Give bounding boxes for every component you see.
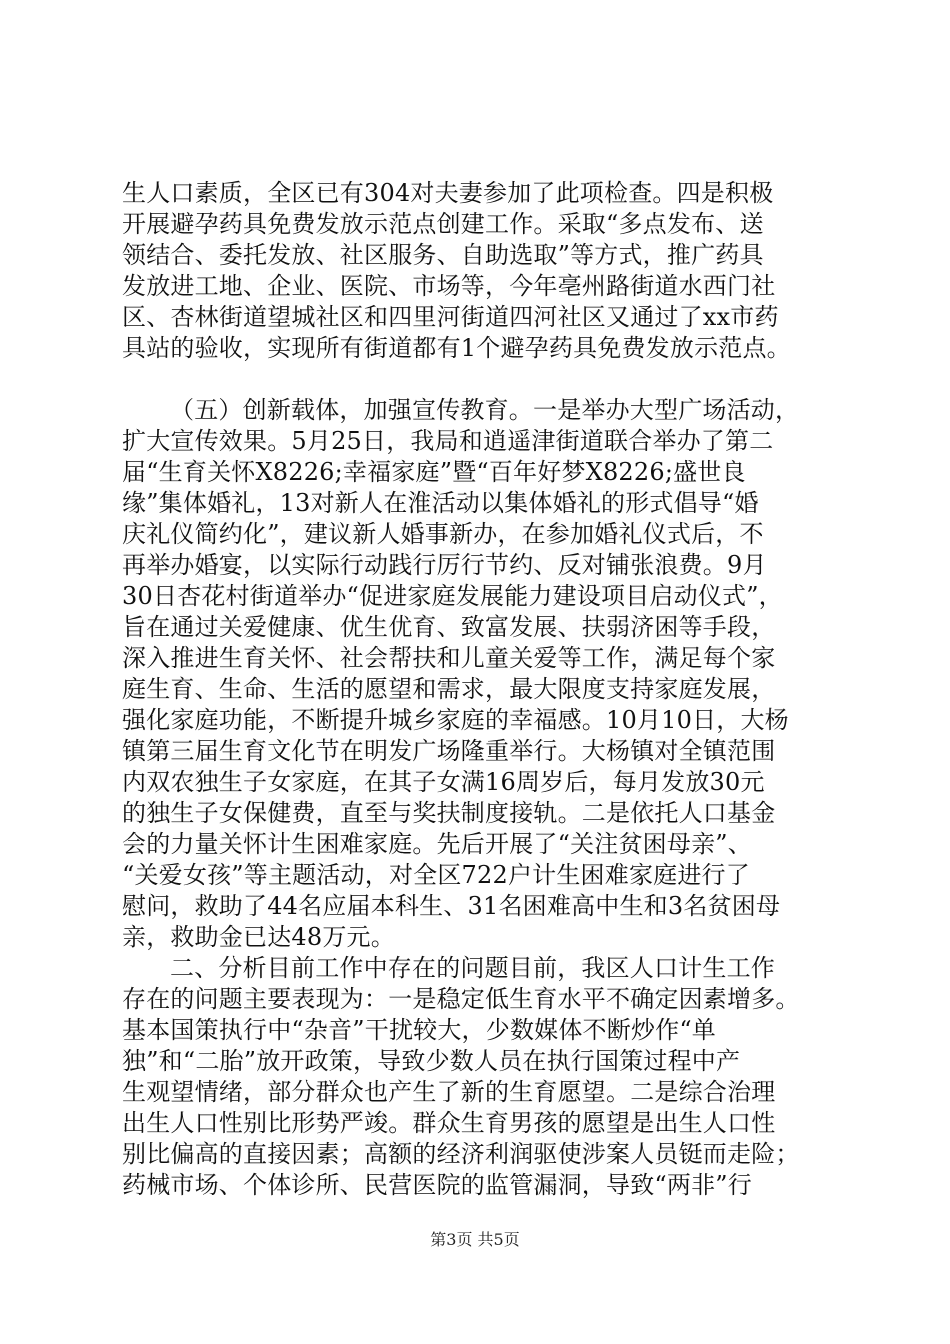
text-line: 30日杏花村街道举办“促进家庭发展能力建设项目启动仪式”， (122, 582, 783, 610)
text-line: 生人口素质，全区已有304对夫妻参加了此项检查。四是积极 (122, 179, 774, 207)
text-line: 内双农独生子女家庭，在其子女满16周岁后，每月发放30元 (122, 768, 765, 796)
text-line: 二、分析目前工作中存在的问题目前，我区人口计生工作 (170, 954, 775, 982)
text-line: “关爱女孩”等主题活动，对全区722户计生困难家庭进行了 (122, 861, 750, 889)
text-line: 开展避孕药具免费发放示范点创建工作。采取“多点发布、送 (122, 210, 764, 238)
text-line: 镇第三届生育文化节在明发广场隆重举行。大杨镇对全镇范围 (122, 737, 776, 765)
text-line: 基本国策执行中“杂音”干扰较大，少数媒体不断炒作“单 (122, 1016, 717, 1044)
text-line: 旨在通过关爱健康、优生优育、致富发展、扶弱济困等手段， (122, 613, 776, 641)
text-line: 会的力量关怀计生困难家庭。先后开展了“关注贫困母亲”、 (122, 830, 752, 858)
text-line: 再举办婚宴，以实际行动践行厉行节约、反对铺张浪费。9月 (122, 551, 767, 579)
text-line: 别比偏高的直接因素；高额的经济利润驱使涉案人员铤而走险； (122, 1140, 800, 1168)
text-line: （五）创新载体，加强宣传教育。一是举办大型广场活动， (170, 396, 800, 424)
text-line: 药械市场、个体诊所、民营医院的监管漏洞，导致“两非”行 (122, 1171, 752, 1199)
document-body (122, 178, 832, 1201)
text-line: 缘”集体婚礼，13对新人在淮活动以集体婚礼的形式倡导“婚 (122, 489, 759, 517)
text-line: 慰问，救助了44名应届本科生、31名困难高中生和3名贫困母 (122, 892, 781, 920)
text-line: 区、杏林街道望城社区和四里河街道四河社区又通过了xx市药 (122, 303, 779, 331)
text-line: 独”和“二胎”放开政策，导致少数人员在执行国策过程中产 (122, 1047, 741, 1075)
text-line: 亲，救助金已达48万元。 (122, 923, 395, 951)
page-number-footer: 第3页 共5页 (430, 1230, 520, 1249)
text-line: 生观望情绪，部分群众也产生了新的生育愿望。二是综合治理 (122, 1078, 776, 1106)
text-line: 强化家庭功能，不断提升城乡家庭的幸福感。10月10日，大杨 (122, 706, 789, 734)
text-line: 领结合、委托发放、社区服务、自助选取”等方式，推广药具 (122, 241, 764, 269)
text-line: 出生人口性别比形势严竣。群众生育男孩的愿望是出生人口性 (122, 1109, 776, 1137)
text-line: 庆礼仪简约化”，建议新人婚事新办，在参加婚礼仪式后，不 (122, 520, 764, 548)
text-line: 届“生育关怀X8226;幸福家庭”暨“百年好梦X8226;盛世良 (122, 458, 746, 486)
text-line: 具站的验收，实现所有街道都有1个避孕药具免费发放示范点。 (122, 334, 791, 362)
text-line: 深入推进生育关怀、社会帮扶和儿童关爱等工作，满足每个家 (122, 644, 776, 672)
text-line: 的独生子女保健费，直至与奖扶制度接轨。二是依托人口基金 (122, 799, 776, 827)
text-line: 庭生育、生命、生活的愿望和需求，最大限度支持家庭发展， (122, 675, 776, 703)
text-line: 发放进工地、企业、医院、市场等，今年亳州路街道水西门社 (122, 272, 776, 300)
text-line: 扩大宣传效果。5月25日，我局和逍遥津街道联合举办了第二 (122, 427, 774, 455)
text-line: 存在的问题主要表现为：一是稳定低生育水平不确定因素增多。 (122, 985, 800, 1013)
paragraph-gap (122, 364, 832, 395)
